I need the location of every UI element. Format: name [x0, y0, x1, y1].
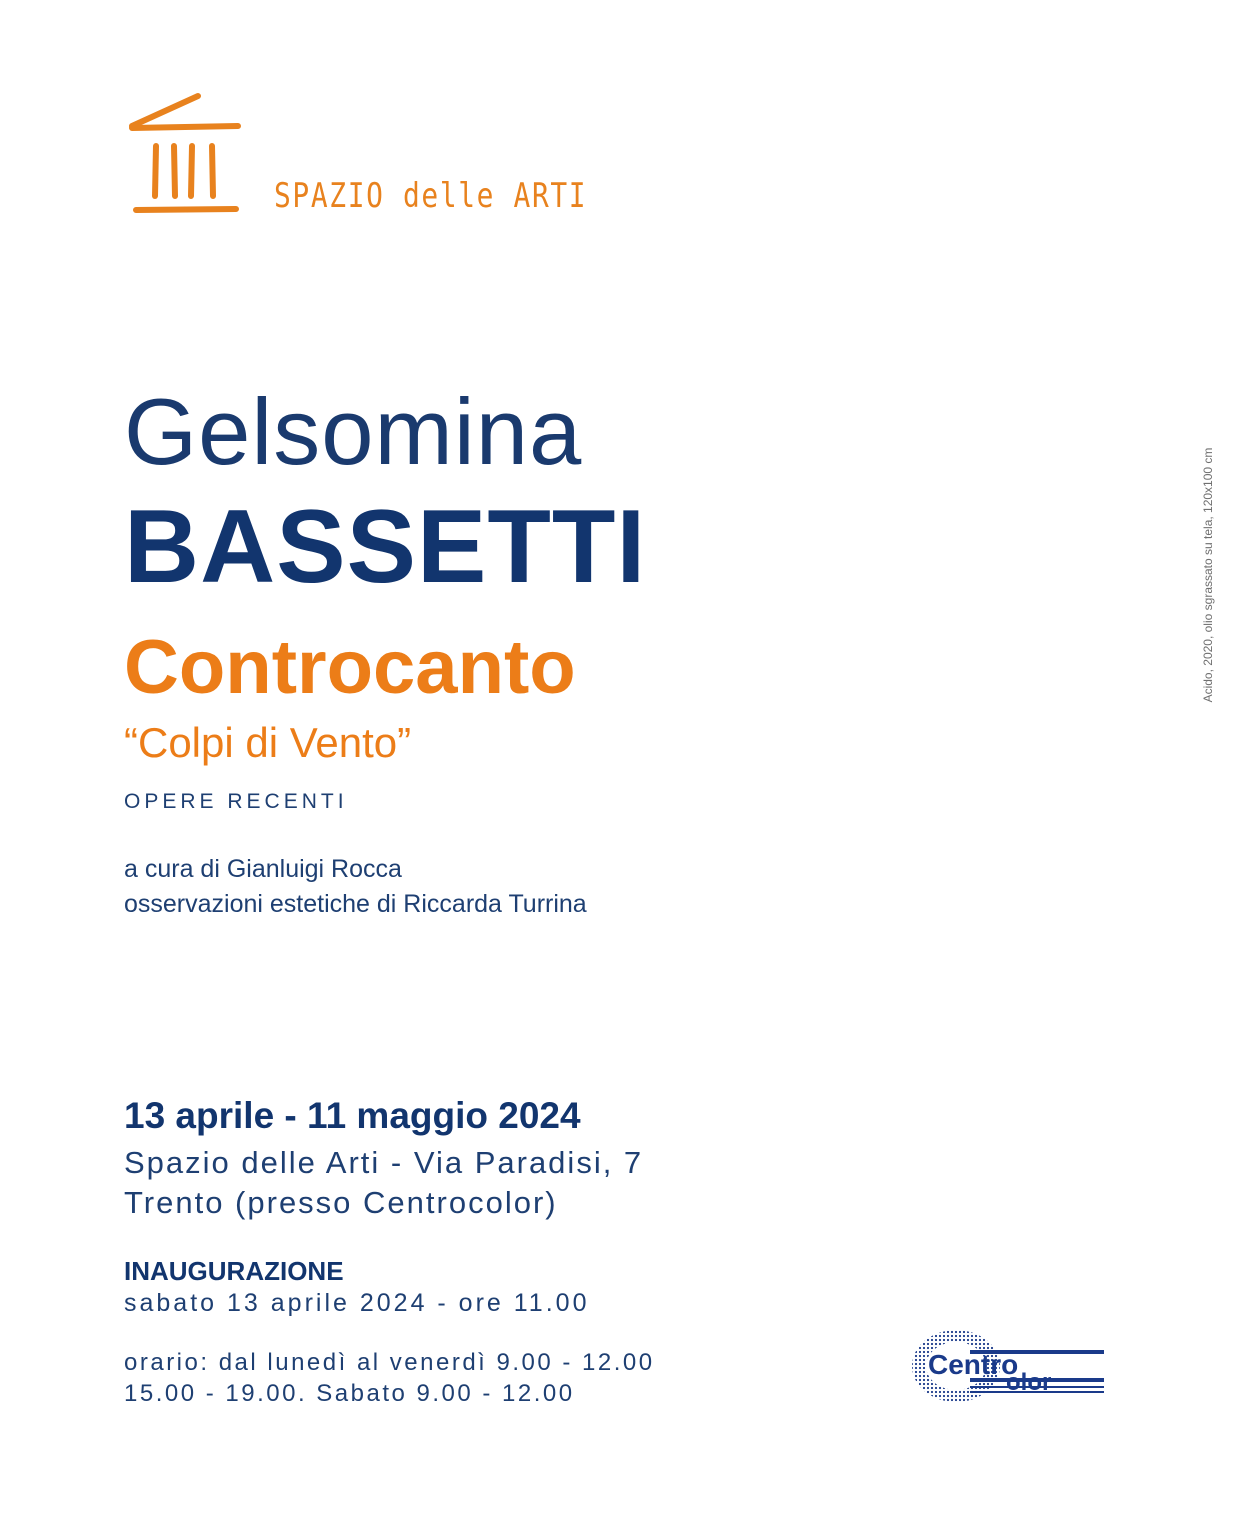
artist-first-name: Gelsomina — [124, 379, 583, 484]
artwork-caption: Acido, 2020, olio sgrassato su tela, 120x100 cm — [1201, 447, 1215, 703]
artist-last-name: BASSETTI — [124, 489, 647, 605]
inauguration-label: INAUGURAZIONE — [124, 1256, 344, 1286]
exhibition-title: Controcanto — [124, 625, 576, 710]
opening-hours-line-2: 15.00 - 19.00. Sabato 9.00 - 12.00 — [124, 1380, 575, 1407]
opening-hours — [124, 1347, 655, 1409]
centrocolor-logo-text-top: Centro — [928, 1349, 1019, 1380]
centrocolor-logo-text-bottom: olor — [1006, 1369, 1052, 1396]
venue-address — [124, 1143, 643, 1223]
credits — [124, 852, 587, 922]
opening-hours-line-1: orario: dal lunedì al venerdì 9.00 - 12.00 — [124, 1349, 655, 1376]
exhibition-subtitle: “Colpi di Vento” — [124, 719, 412, 766]
curator-line: a cura di Gianluigi Rocca — [124, 855, 402, 883]
temple-icon — [128, 92, 242, 218]
centrocolor-logo — [910, 1326, 1110, 1406]
exhibition-kicker: OPERE RECENTI — [124, 790, 348, 813]
venue-line-2: Trento (presso Centrocolor) — [124, 1185, 558, 1220]
inauguration-date: sabato 13 aprile 2024 - ore 11.00 — [124, 1289, 590, 1317]
exhibition-dates: 13 aprile - 11 maggio 2024 — [124, 1095, 581, 1136]
aesthetic-notes-line: osservazioni estetiche di Riccarda Turrina — [124, 890, 587, 918]
gallery-logo-text: SPAZIO delle ARTI — [274, 176, 588, 216]
venue-line-1: Spazio delle Arti - Via Paradisi, 7 — [124, 1145, 644, 1180]
